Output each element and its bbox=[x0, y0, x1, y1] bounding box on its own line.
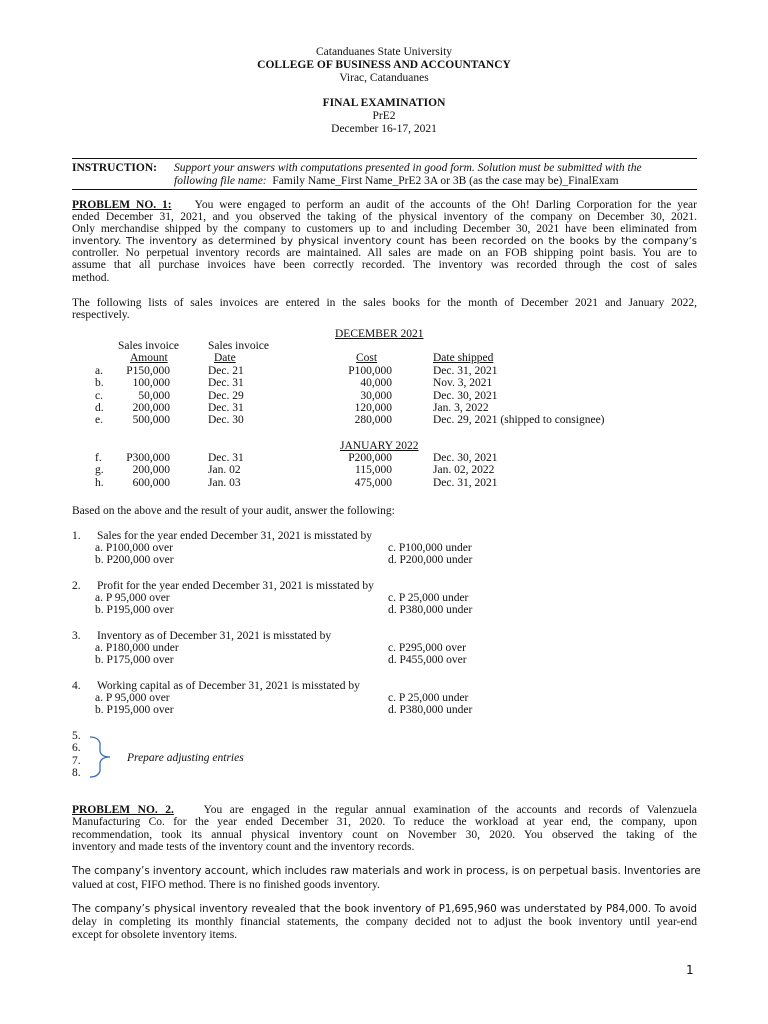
problem2-para2-line-2: valued at cost, FIFO method. There is no finished goods inventory. bbox=[72, 879, 380, 891]
row-shipped: Dec. 31, 2021 bbox=[433, 476, 498, 489]
question-number: 1. bbox=[72, 530, 81, 542]
row-amount: 200,000 bbox=[132, 464, 170, 477]
row-amount: P300,000 bbox=[126, 452, 170, 464]
row-letter: a. bbox=[95, 365, 103, 377]
row-cost: 120,000 bbox=[354, 401, 392, 414]
problem2-para2-line-1: The company’s inventory account, which includes raw materials and work in process, is on perpetual basis. Inventories are bbox=[72, 866, 701, 877]
row-letter: d. bbox=[95, 401, 104, 414]
row-date: Dec. 21 bbox=[208, 365, 244, 377]
row-letter: c. bbox=[95, 389, 103, 402]
row-cost: P100,000 bbox=[348, 365, 392, 377]
problem2-label: PROBLEM NO. 2. bbox=[72, 804, 174, 816]
row-shipped: Dec. 29, 2021 (shipped to consignee) bbox=[433, 414, 605, 427]
row-letter: g. bbox=[95, 464, 104, 477]
instruction-top-rule bbox=[72, 158, 697, 159]
problem1-line-2: ended December 31, 2021, and you observed the taking of the physical inventory of the company on December 30, 2021. bbox=[72, 211, 697, 223]
col-date-header-1: Sales invoice bbox=[208, 340, 269, 352]
row-date: Dec. 31 bbox=[208, 401, 244, 414]
row-shipped: Jan. 02, 2022 bbox=[433, 464, 495, 477]
problem1-line-7: method. bbox=[72, 272, 110, 284]
row-amount: 50,000 bbox=[138, 389, 170, 402]
instruction-line-2 bbox=[174, 175, 619, 187]
row-shipped: Dec. 30, 2021 bbox=[433, 389, 498, 402]
question-text: Sales for the year ended December 31, 2021 is misstated by bbox=[97, 530, 372, 542]
instruction-bottom-rule bbox=[72, 189, 697, 190]
choice-c: c. P295,000 over bbox=[388, 642, 466, 654]
row-date: Dec. 29 bbox=[208, 389, 244, 402]
choice-c: c. P 25,000 under bbox=[388, 592, 469, 604]
problem1-label: PROBLEM NO. 1: bbox=[72, 199, 172, 211]
university-name: Catanduanes State University bbox=[315, 46, 453, 58]
row-shipped: Dec. 31, 2021 bbox=[433, 365, 498, 377]
row-date: Dec. 31 bbox=[208, 377, 244, 390]
choice-b: b. P175,000 over bbox=[95, 654, 174, 666]
exam-title: FINAL EXAMINATION bbox=[322, 97, 446, 109]
col-cost-header: Cost bbox=[356, 352, 378, 364]
row-amount: P150,000 bbox=[126, 365, 170, 377]
problem2-line-2: Manufacturing Co. for the year ended December 31, 2020. To reduce the workload at year end, the company, upon bbox=[72, 816, 697, 828]
problem1-line-1: PROBLEM NO. 1: You were engaged to perform an audit of the accounts of the Oh! Darling Corporation for the year bbox=[72, 199, 697, 211]
row-cost: 475,000 bbox=[354, 476, 392, 489]
col-date-header-2: Date bbox=[214, 352, 236, 364]
exam-date: December 16-17, 2021 bbox=[331, 123, 437, 135]
row-cost: 40,000 bbox=[360, 377, 392, 390]
question-text: Profit for the year ended December 31, 2021 is misstated by bbox=[97, 580, 374, 592]
row-cost: 280,000 bbox=[354, 414, 392, 427]
problem2-line-3: recommendation, took its annual physical inventory count on November 30, 2020. You observed the taking of the bbox=[72, 829, 697, 841]
table-december-title: DECEMBER 2021 bbox=[335, 328, 424, 340]
row-shipped: Nov. 3, 2021 bbox=[433, 377, 493, 390]
choice-a: a. P180,000 under bbox=[95, 642, 179, 654]
course-code: PrE2 bbox=[372, 110, 396, 122]
row-date: Jan. 02 bbox=[208, 464, 241, 477]
item-number-5: 5. bbox=[72, 730, 81, 742]
problem1-line-5: controller. No perpetual inventory records are maintained. All sales are made on an FOB shipping point basis. You are to bbox=[72, 247, 697, 259]
choice-b: b. P195,000 over bbox=[95, 604, 174, 616]
location: Virac, Catanduanes bbox=[339, 72, 429, 84]
question-number: 2. bbox=[72, 580, 81, 592]
adjusting-entries-note: Prepare adjusting entries bbox=[127, 752, 244, 764]
row-cost: 115,000 bbox=[355, 464, 392, 477]
problem2-para3-line-1: The company’s physical inventory revealed that the book inventory of P1,695,960 was understated by P84,000. To avoid bbox=[72, 904, 697, 915]
choice-c: c. P 25,000 under bbox=[388, 692, 469, 704]
instruction-filename-format: Family Name_First Name_PrE2 3A or 3B (as the case may be)_FinalExam bbox=[272, 175, 619, 187]
row-shipped: Dec. 30, 2021 bbox=[433, 452, 498, 464]
instruction-label: INSTRUCTION: bbox=[72, 162, 157, 174]
col-amount-header-2: Amount bbox=[130, 352, 168, 364]
problem1-line-6: assume that all purchase invoices have been correctly recorded. The inventory was recorded through the cost of sales bbox=[72, 259, 697, 271]
row-cost: P200,000 bbox=[348, 452, 392, 464]
choice-d: d. P200,000 under bbox=[388, 554, 473, 566]
instruction-line-1: Support your answers with computations presented in good form. Solution must be submitted with the bbox=[174, 162, 642, 174]
choice-c: c. P100,000 under bbox=[388, 542, 472, 554]
choice-d: d. P455,000 over bbox=[388, 654, 467, 666]
table-january-title: JANUARY 2022 bbox=[340, 440, 419, 452]
page-number: 1 bbox=[686, 963, 694, 977]
choice-d: d. P380,000 under bbox=[388, 704, 473, 716]
row-cost: 30,000 bbox=[360, 389, 392, 402]
row-letter: e. bbox=[95, 414, 103, 427]
col-amount-header-1: Sales invoice bbox=[118, 340, 179, 352]
problem1-line-3: Only merchandise shipped by the company to customers up to and including December 30, 2021 have been eliminated from bbox=[72, 223, 697, 235]
choice-a: a. P 95,000 over bbox=[95, 592, 170, 604]
question-text: Inventory as of December 31, 2021 is misstated by bbox=[97, 630, 332, 642]
instruction-filename-label: following file name: bbox=[174, 175, 267, 187]
row-amount: 100,000 bbox=[132, 377, 170, 390]
problem2-para3-line-3: except for obsolete inventory items. bbox=[72, 929, 238, 941]
question-number: 3. bbox=[72, 630, 81, 642]
college-name: COLLEGE OF BUSINESS AND ACCOUNTANCY bbox=[257, 59, 511, 71]
question-number: 4. bbox=[72, 680, 81, 692]
choice-b: b. P195,000 over bbox=[95, 704, 174, 716]
row-amount: 600,000 bbox=[132, 476, 170, 489]
row-letter: f. bbox=[95, 452, 102, 464]
row-date: Jan. 03 bbox=[208, 476, 241, 489]
problem1-list-intro-1: The following lists of sales invoices are entered in the sales books for the month of December 2021 and January 2022, bbox=[72, 297, 697, 309]
row-date: Dec. 31 bbox=[208, 452, 244, 464]
col-shipped-header: Date shipped bbox=[433, 352, 494, 364]
problem1-list-intro-2: respectively. bbox=[72, 309, 130, 321]
problem2-line-1: PROBLEM NO. 2. You are engaged in the regular annual examination of the accounts and records of Valenzuela bbox=[72, 804, 698, 816]
item-number-8: 8. bbox=[72, 767, 81, 779]
problem1-line-4: inventory. The inventory as determined by physical inventory count has been recorded on the books by the company’s bbox=[72, 236, 698, 247]
row-date: Dec. 30 bbox=[208, 414, 244, 427]
item-number-6: 6. bbox=[72, 742, 81, 754]
questions-lead-in: Based on the above and the result of your audit, answer the following: bbox=[72, 505, 395, 517]
problem2-para3-line-2: delay in completing its monthly financial statements, the company decided not to adjust the book inventory until year-end bbox=[72, 916, 697, 928]
curly-brace-icon bbox=[88, 735, 116, 779]
choice-a: a. P 95,000 over bbox=[95, 692, 170, 704]
item-number-7: 7. bbox=[72, 755, 81, 767]
row-letter: h. bbox=[95, 476, 104, 489]
choice-b: b. P200,000 over bbox=[95, 554, 174, 566]
row-amount: 500,000 bbox=[132, 414, 170, 427]
row-shipped: Jan. 3, 2022 bbox=[433, 401, 489, 414]
choice-d: d. P380,000 under bbox=[388, 604, 473, 616]
row-letter: b. bbox=[95, 377, 104, 390]
problem2-line-4: inventory and made tests of the inventory count and the inventory records. bbox=[72, 841, 415, 853]
row-amount: 200,000 bbox=[132, 401, 170, 414]
choice-a: a. P100,000 over bbox=[95, 542, 173, 554]
question-text: Working capital as of December 31, 2021 is misstated by bbox=[97, 680, 360, 692]
